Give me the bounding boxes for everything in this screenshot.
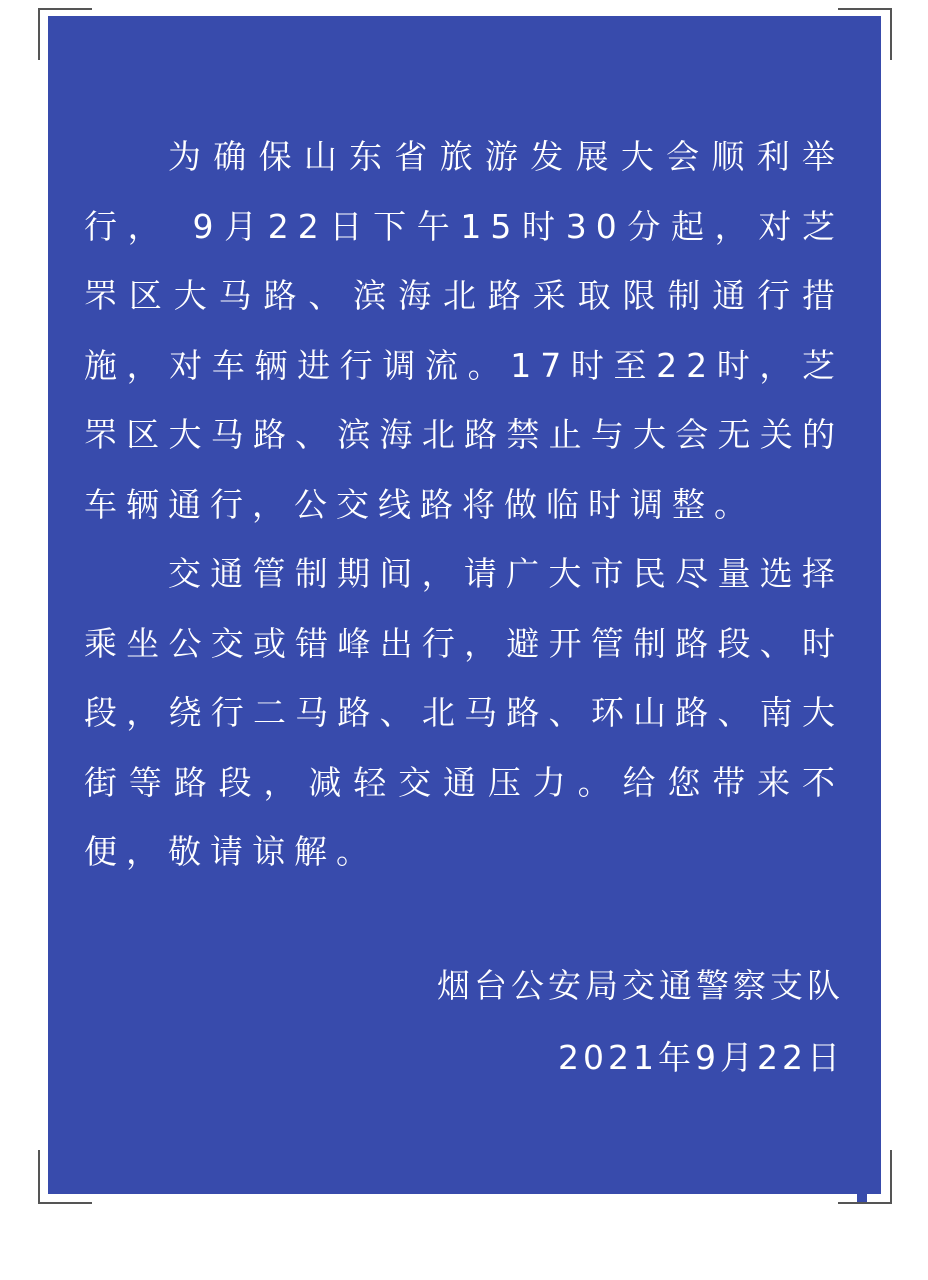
notice-paragraph-1: 为确保山东省旅游发展大会顺利举行， 9月22日下午15时30分起，对芝罘区大马路、滨海北路采取限制通行措施，对车辆进行调流。17时至22时，芝罘区大马路、滨海北路禁止与大会无关的车辆通行，公交线路将做临时调整。 <box>84 137 844 524</box>
issue-date: 2021年9月22日 <box>558 1038 844 1077</box>
notice-body <box>84 122 844 887</box>
notice-paragraph-2: 交通管制期间，请广大市民尽量选择乘坐公交或错峰出行，避开管制路段、时段，绕行二马路、北马路、环山路、南大街等路段，减轻交通压力。给您带来不便，敬请谅解。 <box>84 554 844 871</box>
issuer-name: 烟台公安局交通警察支队 <box>437 966 844 1005</box>
panel-corner-notch <box>857 1192 867 1202</box>
notice-signature <box>437 950 844 1094</box>
